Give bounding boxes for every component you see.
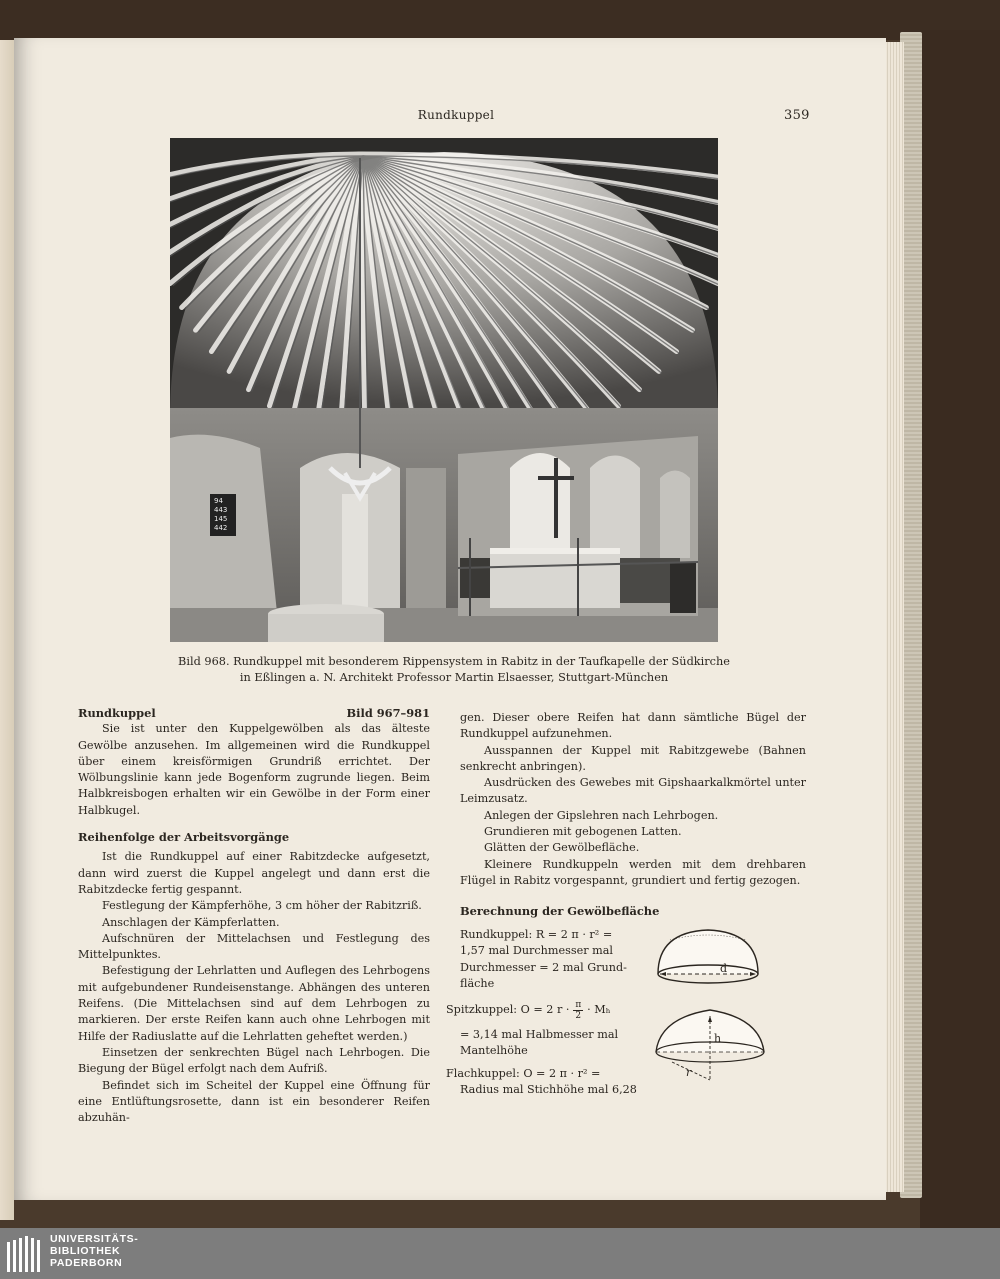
library-name-line1: UNIVERSITÄTS-: [50, 1233, 139, 1245]
work-step: Grundieren mit gebogenen Latten.: [484, 825, 682, 839]
formula-line: fläche: [460, 976, 495, 990]
left-text-column: [78, 705, 430, 1126]
intro-paragraph: Sie ist unter den Kuppelgewölben als das älteste Gewölbe anzusehen. Im allgemeinen wird die Rundkuppel über einem kreisförmigen Grundriß errichtet. Der Wölbungslinie kann jede Bogenform zugrunde liegen. Beim Halbkreisbogen erhalten wir ein Gewölbe in der Form einer Halbkugel.: [78, 722, 430, 817]
book-page: [14, 38, 886, 1200]
continuation-paragraph: gen. Dieser obere Reifen hat dann sämtliche Bügel der Rundkuppel aufzunehmen.: [460, 711, 806, 741]
dome-photo-illustration: [170, 138, 718, 642]
book-cover-right: [920, 30, 1000, 1230]
height-label: h: [714, 1032, 722, 1045]
work-step: Befindet sich im Scheitel der Kuppel eine Öffnung für eine Entlüftungsrosette, dann ist ein besonderer Reifen abzuhän-: [78, 1078, 430, 1125]
work-step: Kleinere Rundkuppeln werden mit dem drehbaren Flügel in Rabitz vorgespannt, grundiert und fertig gezogen.: [460, 857, 806, 887]
section-heading: Rundkuppel: [78, 706, 156, 720]
diameter-label: d: [720, 962, 728, 975]
dome-photograph: [170, 138, 718, 642]
formula-line: Spitzkuppel: O = 2 r ·: [446, 1003, 570, 1017]
work-step: Anschlagen der Kämpferlatten.: [102, 915, 280, 929]
fraction-numerator: π: [575, 1000, 582, 1010]
formula-line: Mantelhöhe: [460, 1044, 528, 1058]
formula-line: Radius mal Stichhöhe mal 6,28: [460, 1083, 637, 1097]
calculation-heading: Berechnung der Gewölbefläche: [460, 904, 660, 919]
library-banner: [0, 1228, 1000, 1279]
pointed-dome-diagram: [650, 1004, 770, 1088]
book-cover-top: [0, 0, 1000, 40]
library-logo-icon: [4, 1234, 48, 1274]
radius-label: r: [686, 1066, 692, 1079]
formula-line: = 3,14 mal Halbmesser mal: [460, 1028, 619, 1041]
library-name-line3: PADERBORN: [50, 1257, 123, 1269]
formula-line: Durchmesser = 2 mal Grund-: [460, 960, 627, 974]
fraction-denominator: 2: [575, 1011, 582, 1021]
formula-line: Flachkuppel: O = 2 π · r² =: [446, 1067, 601, 1080]
work-step: Ausspannen der Kuppel mit Rabitzgewebe (Bahnen senkrecht anbringen).: [460, 743, 806, 773]
right-text-column: [460, 710, 806, 920]
running-head-title: Rundkuppel: [417, 108, 495, 122]
work-step: Einsetzen der senkrechten Bügel nach Lehrbogen. Die Biegung der Bügel erfolgt nach dem Aufriß.: [78, 1045, 430, 1076]
work-step: Ausdrücken des Gewebes mit Gipshaarkalkmörtel unter Leimzusatz.: [460, 776, 806, 806]
hymn-number: 94: [214, 497, 223, 505]
library-name-line2: BIBLIOTHEK: [50, 1245, 121, 1257]
hemisphere-diagram: [650, 926, 766, 994]
figure-caption-line1: Bild 968. Rundkuppel mit besonderem Rippensystem in Rabitz in der Taufkapelle der Südkirche: [178, 655, 730, 668]
hymn-number: 145: [214, 515, 228, 523]
work-step: Anlegen der Gipslehren nach Lehrbogen.: [484, 808, 719, 822]
section-heading-row: [78, 705, 430, 721]
formula-line: Rundkuppel: R = 2 π · r² =: [460, 928, 613, 941]
work-step: Aufschnüren der Mittelachsen und Festlegung des Mittelpunktes.: [78, 931, 430, 962]
formula-line: 1,57 mal Durchmesser mal: [460, 944, 613, 958]
formula-spitzkuppel: [446, 1000, 656, 1060]
subheading-work-steps: Reihenfolge der Arbeitsvorgänge: [78, 830, 290, 845]
left-page-edge: [0, 40, 14, 1220]
work-step: Glätten der Gewölbefläche.: [484, 841, 640, 855]
work-step: Befestigung der Lehrlatten und Auflegen des Lehrbogens mit aufgebundener Rundeisenstange. Abhängen des unteren Reifens. (Die Mittelachsen sind auf dem Lehrbogen zu markieren. Der erste Reifen kann auch ohne Lehrbogen mit Hilfe der Radiuslatte auf die Lehrlatten geheftet werden.): [78, 964, 430, 1043]
work-step: Festlegung der Kämpferhöhe, 3 cm höher der Rabitzriß.: [102, 899, 422, 913]
formula-line: · Mₕ: [587, 1003, 611, 1017]
page-number: 359: [784, 108, 810, 123]
formula-flachkuppel: [446, 1066, 666, 1099]
work-step: Ist die Rundkuppel auf einer Rabitzdecke aufgesetzt, dann wird zuerst die Kuppel angelegt und dann erst die Rabitzdecke fertig gespannt.: [78, 850, 430, 896]
hymn-number: 442: [214, 524, 228, 532]
fraction: [573, 1000, 583, 1021]
hymn-number: 443: [214, 506, 228, 514]
figure-reference: Bild 967–981: [346, 706, 430, 720]
formula-rundkuppel: [460, 927, 650, 992]
figure-caption-line2: in Eßlingen a. N. Architekt Professor Martin Elsaesser, Stuttgart-München: [239, 671, 669, 684]
